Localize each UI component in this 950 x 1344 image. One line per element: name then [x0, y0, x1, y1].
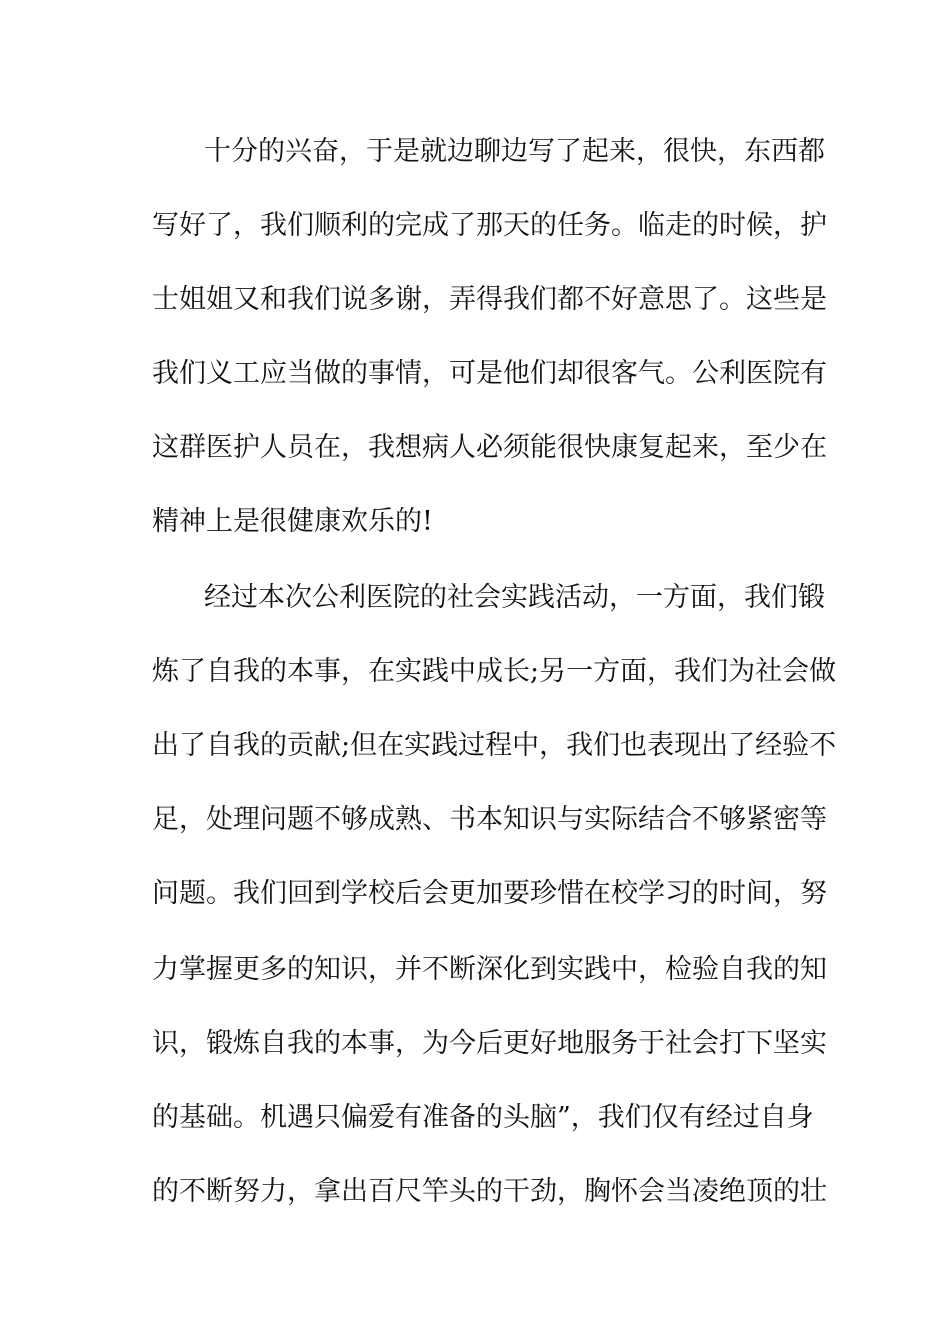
text-line: 士姐姐又和我们说多谢，弄得我们都不好意思了。这些是 — [152, 284, 827, 315]
text-line: 写好了，我们顺利的完成了那天的任务。临走的时候，护 — [152, 210, 827, 241]
text-line: 力掌握更多的知识，并不断深化到实践中，检验自我的知 — [152, 954, 827, 985]
text-line: 出了自我的贡献;但在实践过程中，我们也表现出了经验不 — [152, 730, 837, 761]
text-line: 足，处理问题不够成熟、书本知识与实际结合不够紧密等 — [152, 804, 827, 835]
text-line: 这群医护人员在，我想病人必须能很快康复起来，至少在 — [152, 432, 827, 463]
text-line: 我们义工应当做的事情，可是他们却很客气。公利医院有 — [152, 358, 827, 389]
text-line: 炼了自我的本事，在实践中成长;另一方面，我们为社会做 — [152, 656, 837, 687]
text-line: 识，锻炼自我的本事，为今后更好地服务于社会打下坚实 — [152, 1028, 827, 1059]
text-line: 精神上是很健康欢乐的! — [152, 506, 433, 537]
text-line: 经过本次公利医院的社会实践活动，一方面，我们锻 — [204, 582, 825, 613]
text-line: 的不断努力，拿出百尺竿头的干劲，胸怀会当凌绝顶的壮 — [152, 1176, 827, 1207]
text-line: 问题。我们回到学校后会更加要珍惜在校学习的时间，努 — [152, 878, 827, 909]
text-line: 十分的兴奋，于是就边聊边写了起来，很快，东西都 — [204, 136, 825, 167]
text-line: 的基础。机遇只偏爱有准备的头脑”，我们仅有经过自身 — [152, 1102, 814, 1133]
